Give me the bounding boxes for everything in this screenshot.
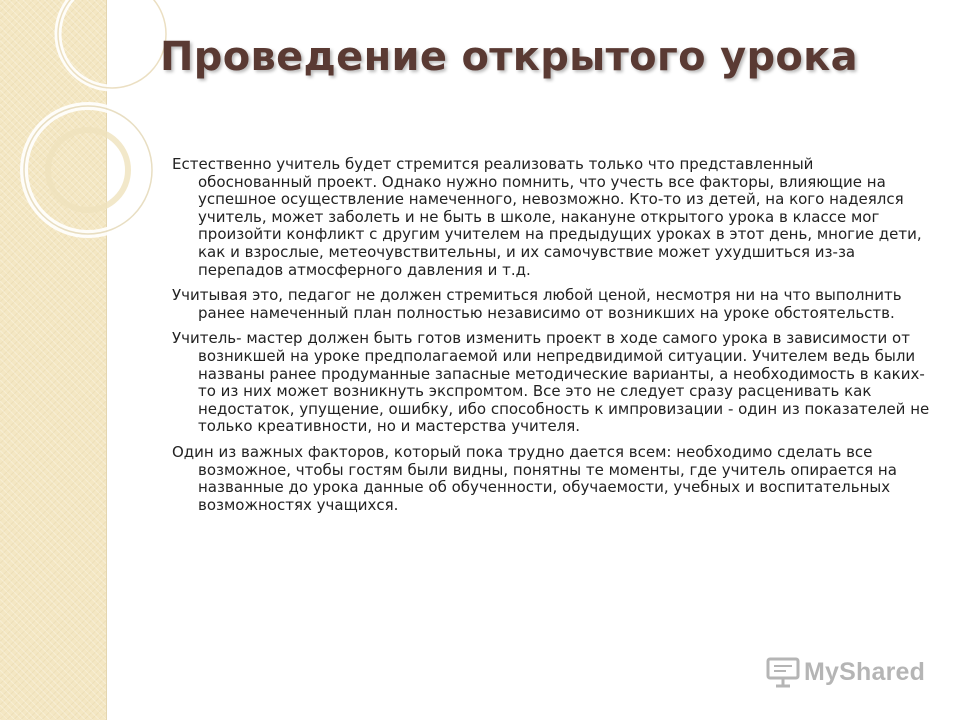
paragraph-1: Естественно учитель будет стремится реализовать только что представленный обоснованный проект. Однако нужно помнить, что учесть все факторы, влияющие на успешное осуществление намеченного, невозможно. Кто-то из детей, на кого надеялся учитель, может заболеть и не быть в школе, накануне открытого урока в классе мог произойти конфликт с другим учителем на предыдущих уроках в этот день, многие дети, как и взрослые, метеочувствительны, и их самочувствие может ухудшиться из-за перепадов атмосферного давления и т.д.: [172, 155, 922, 279]
paragraph-4: Один из важных факторов, который пока трудно дается всем: необходимо сделать все возможное, чтобы гостям были видны, понятны те моменты, где учитель опирается на названные до урока данные об обученности, обучаемости, учебных и воспитательных возможностях учащихся.: [172, 442, 897, 514]
ring-lower-edge: [24, 106, 152, 234]
paragraph-2: Учитывая это, педагог не должен стремиться любой ценой, несмотря ни на что выполнить ранее намеченный план полностью независимо от возникших на уроке обстоятельств.: [172, 286, 902, 322]
decorative-rings: [0, 0, 170, 300]
ring-inner: [48, 130, 128, 210]
paragraph-3: Учитель- мастер должен быть готов изменить проект в ходе самого урока в зависимости от возникшей на уроке предполагаемой или непредвидимой ситуации. Учителем ведь были названы ранее продуманные запасные методические варианты, а необходимость в каких-то из них может возникнуть экспромтом. Все это не следует сразу расценивать как недостаток, упущение, ошибку, ибо способность к импровизации - один из показателей не только креативности, но и мастерства учителя.: [172, 329, 930, 436]
myshared-watermark: [766, 656, 925, 688]
ring-upper: [58, 0, 166, 88]
watermark-text: MyShared: [804, 657, 926, 686]
slide-title: Проведение открытого урока: [160, 34, 858, 80]
slide-body: [172, 156, 932, 522]
presentation-board-icon: [766, 656, 800, 688]
